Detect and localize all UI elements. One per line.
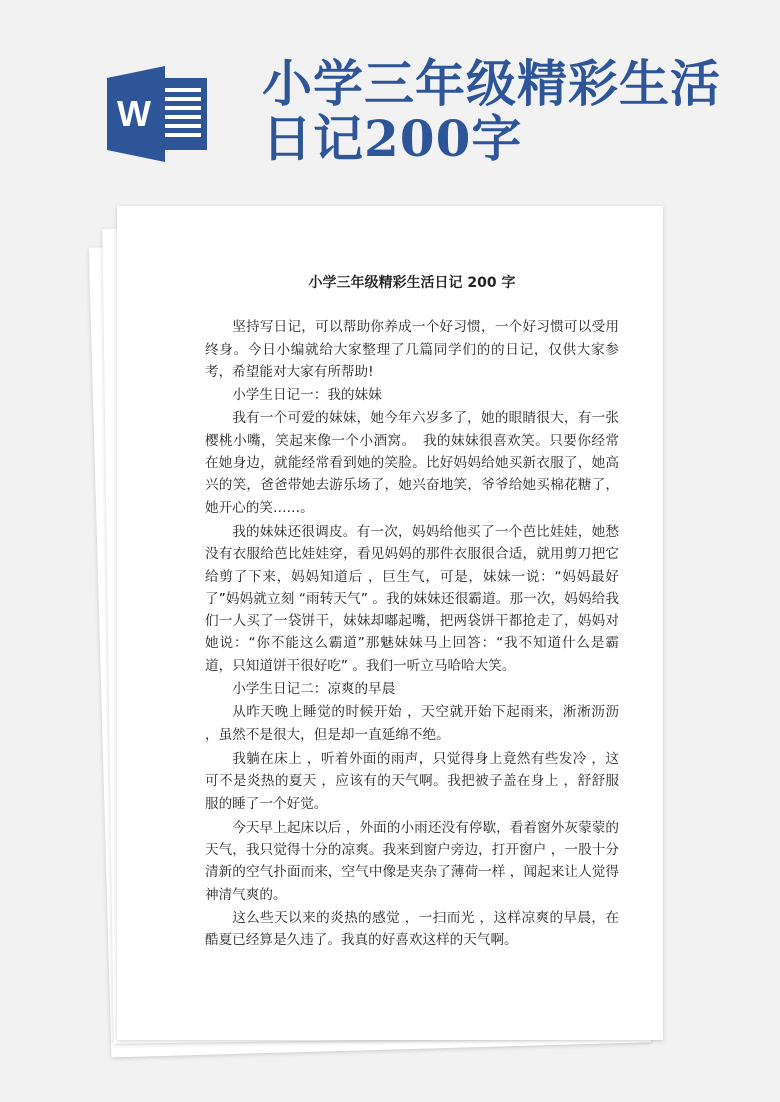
paragraph: 这么些天以来的炎热的感觉 ，一扫而光 ，这样凉爽的早晨，在酷夏已经算是久违了。我真的好喜欢这样的天气啊。 bbox=[205, 910, 619, 949]
paragraph: 我的妹妹还很调皮。有一次，妈妈给他买了一个芭比娃娃，她愁没有衣服给芭比娃娃穿，看见妈妈的那件衣服很合适，就用剪刀把它给剪了下来，妈妈知道后 ，巨生气，可是，妹妹一说：“妈妈最好了”妈妈就立刻 “雨转天气” 。我的妹妹还很霸道。那一次，妈妈给我们一人买了一袋饼干，妹妹却嘟起嘴，把两袋饼干都抢走了，妈妈对她说：“你不能这么霸道”那魅妹妹马上回答：“我不知道什么是霸道，只知道饼干很好吃” 。我们一听立马哈哈大笑。 bbox=[205, 523, 619, 674]
word-icon-letter: W bbox=[117, 93, 151, 134]
word-document-icon bbox=[107, 66, 207, 162]
document-page bbox=[117, 206, 663, 1040]
page-title: 小学三年级精彩生活日记200字 bbox=[262, 54, 721, 168]
section-heading: 小学生日记二：凉爽的早晨 bbox=[232, 681, 396, 698]
section-heading: 小学生日记一：我的妹妹 bbox=[232, 387, 382, 404]
intro-paragraph: 坚持写日记，可以帮助你养成一个好习惯，一个好习惯可以受用终身。今日小编就给大家整理了几篇同学们的的日记，仅供大家参考，希望能对大家有所帮助! bbox=[205, 319, 619, 380]
document-body bbox=[205, 272, 619, 953]
paragraph: 我躺在床上 ，听着外面的雨声，只觉得身上竟然有些发冷 ，这可不是炎热的夏天 ，应该有的天气啊。我把被子盖在身上 ，舒舒服服的睡了一个好觉。 bbox=[205, 750, 619, 812]
paragraph: 今天早上起床以后 ，外面的小雨还没有停歇，看着窗外灰蒙蒙的天气，我只觉得十分的凉爽。我来到窗户旁边，打开窗户 ，一股十分清新的空气扑面而来，空气中像是夹杂了薄荷一样 ，闻起来让人觉得神清气爽的。 bbox=[205, 819, 619, 903]
paragraph: 从昨天晚上睡觉的时候开始 ，天空就开始下起雨来，淅淅沥沥 ，虽然不是很大，但是却一直延绵不绝。 bbox=[205, 704, 619, 743]
document-title: 小学三年级精彩生活日记 200 字 bbox=[308, 275, 516, 291]
paragraph: 我有一个可爱的妹妹，她今年六岁多了，她的眼睛很大，有一张樱桃小嘴，笑起来像一个小酒窝。 我的妹妹很喜欢笑。只要你经常在她身边，就能经常看到她的笑脸。比好妈妈给她买新衣服了，她高兴的笑，爸爸带她去游乐场了，她兴奋地笑，爷爷给她买棉花糖了，她开心的笑……。 bbox=[205, 410, 619, 516]
